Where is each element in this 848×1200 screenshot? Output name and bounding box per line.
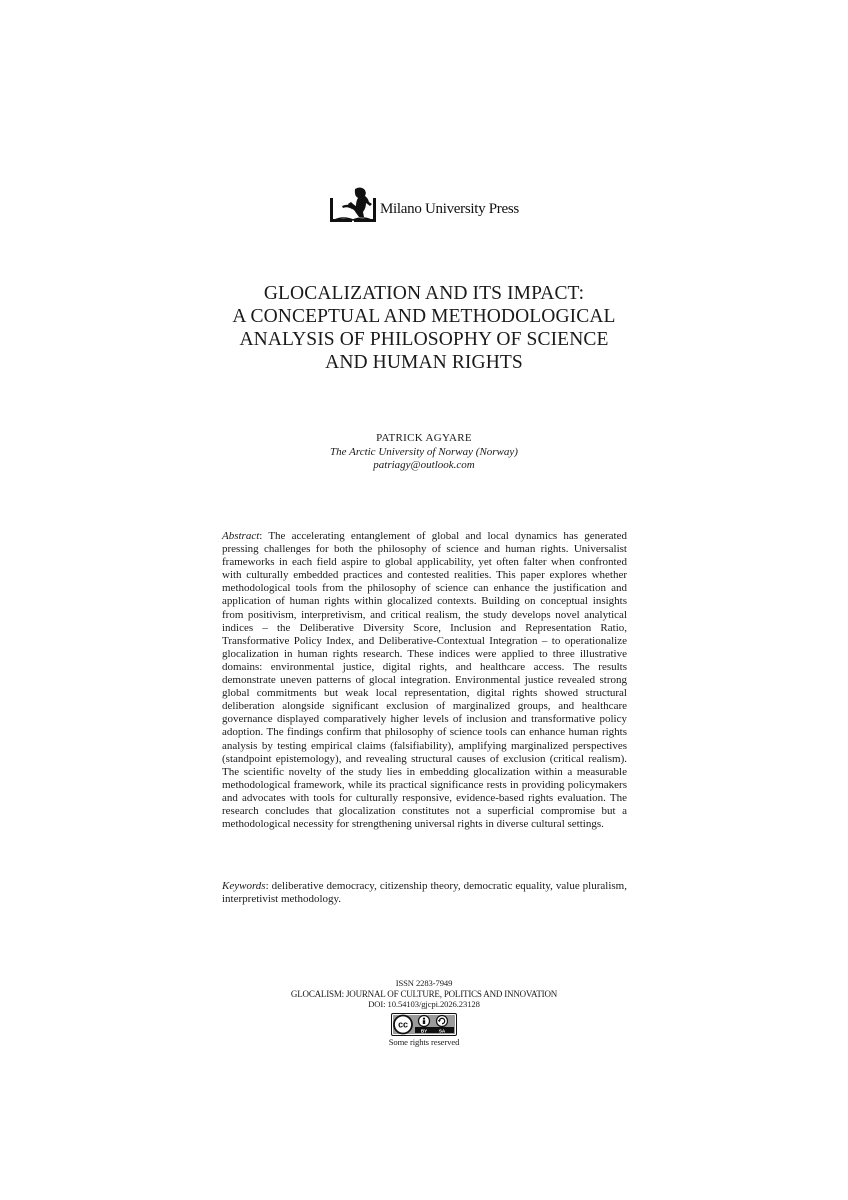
publisher-logo [328,184,528,224]
rights-statement: Some rights reserved [388,1036,460,1047]
title-line: GLOCALIZATION AND ITS IMPACT: [263,283,585,304]
sa-label: SA [438,1027,446,1033]
journal-name: GLOCALISM: JOURNAL OF CULTURE, POLITICS AND INNOVATION [290,988,558,999]
abstract-text: The accelerating entanglement of global and local dynamics has generated pressing challenges for both the philosophy of science and human rights. Universalist frameworks in each field aspire to global applicability, yet often falter when confronted with culturally embedded practices and contested realities. This paper explores whether methodological tools from the philosophy of science can enhance the justification and application of human rights within glocalized contexts. Building on conceptual insights from positivism, interpretivism, and critical realism, the study develops novel analytical indices – the Deliberative Diversity Score, Inclusion and Representation Ratio, Transformative Policy Index, and Deliberative-Contextual Integration – to operationalize glocalization in human rights research. These indices were applied to three illustrative domains: environmental justice, digital rights, and healthcare access. The results demonstrate uneven patterns of glocal integration. Environmental justice revealed strong global commitments but weak local representation, digital rights showed structural deliberation alongside significant exclusion of marginalized groups, and healthcare governance displayed comparatively higher levels of inclusion and transformative policy adoption. The findings confirm that philosophy of science tools can enhance human rights analysis by testing empirical claims (falsifiability), amplifying marginalized perspectives (standpoint epistemology), and revealing structural causes of exclusion (critical realism). The scientific novelty of the study lies in embedding glocalization within a measurable methodological framework, while its practical significance rests in providing policymakers and advocates with tools for culturally responsive, evidence-based rights evaluation. The research concludes that glocalization constitutes not a superficial compromise but a methodological necessity for strengthening universal rights in diverse cultural settings. [222,530,627,831]
by-label: BY [420,1027,428,1033]
keywords-colon: : [265,880,272,892]
title-line: ANALYSIS OF PHILOSOPHY OF SCIENCE [239,329,609,350]
abstract [222,530,627,831]
doi[interactable]: DOI: 10.54103/gjcpi.2026.23128 [368,999,480,1009]
author-name: PATRICK AGYARE [376,432,472,444]
issn: ISSN 2283-7949 [395,978,453,988]
author-email[interactable]: patriagy@outlook.com [373,459,475,471]
reader-with-book-icon [328,186,378,224]
paper-title [0,282,848,374]
keywords-text: deliberative democracy, citizenship theory, democratic equality, value pluralism, interpretivist methodology. [222,880,627,906]
title-line: A CONCEPTUAL AND METHODOLOGICAL [232,306,616,327]
abstract-label: Abstract [222,530,260,542]
abstract-colon: : [259,530,269,542]
title-line: AND HUMAN RIGHTS [325,352,523,373]
author-block [0,432,848,473]
footer [0,978,848,1047]
keywords [222,880,627,906]
keywords-label: Keywords [222,880,266,892]
author-affiliation: The Arctic University of Norway (Norway) [330,445,518,458]
publisher-name: Milano University Press [380,201,519,217]
cc-glyph: cc [398,1019,408,1030]
cc-by-sa-license-icon[interactable] [391,1013,457,1036]
